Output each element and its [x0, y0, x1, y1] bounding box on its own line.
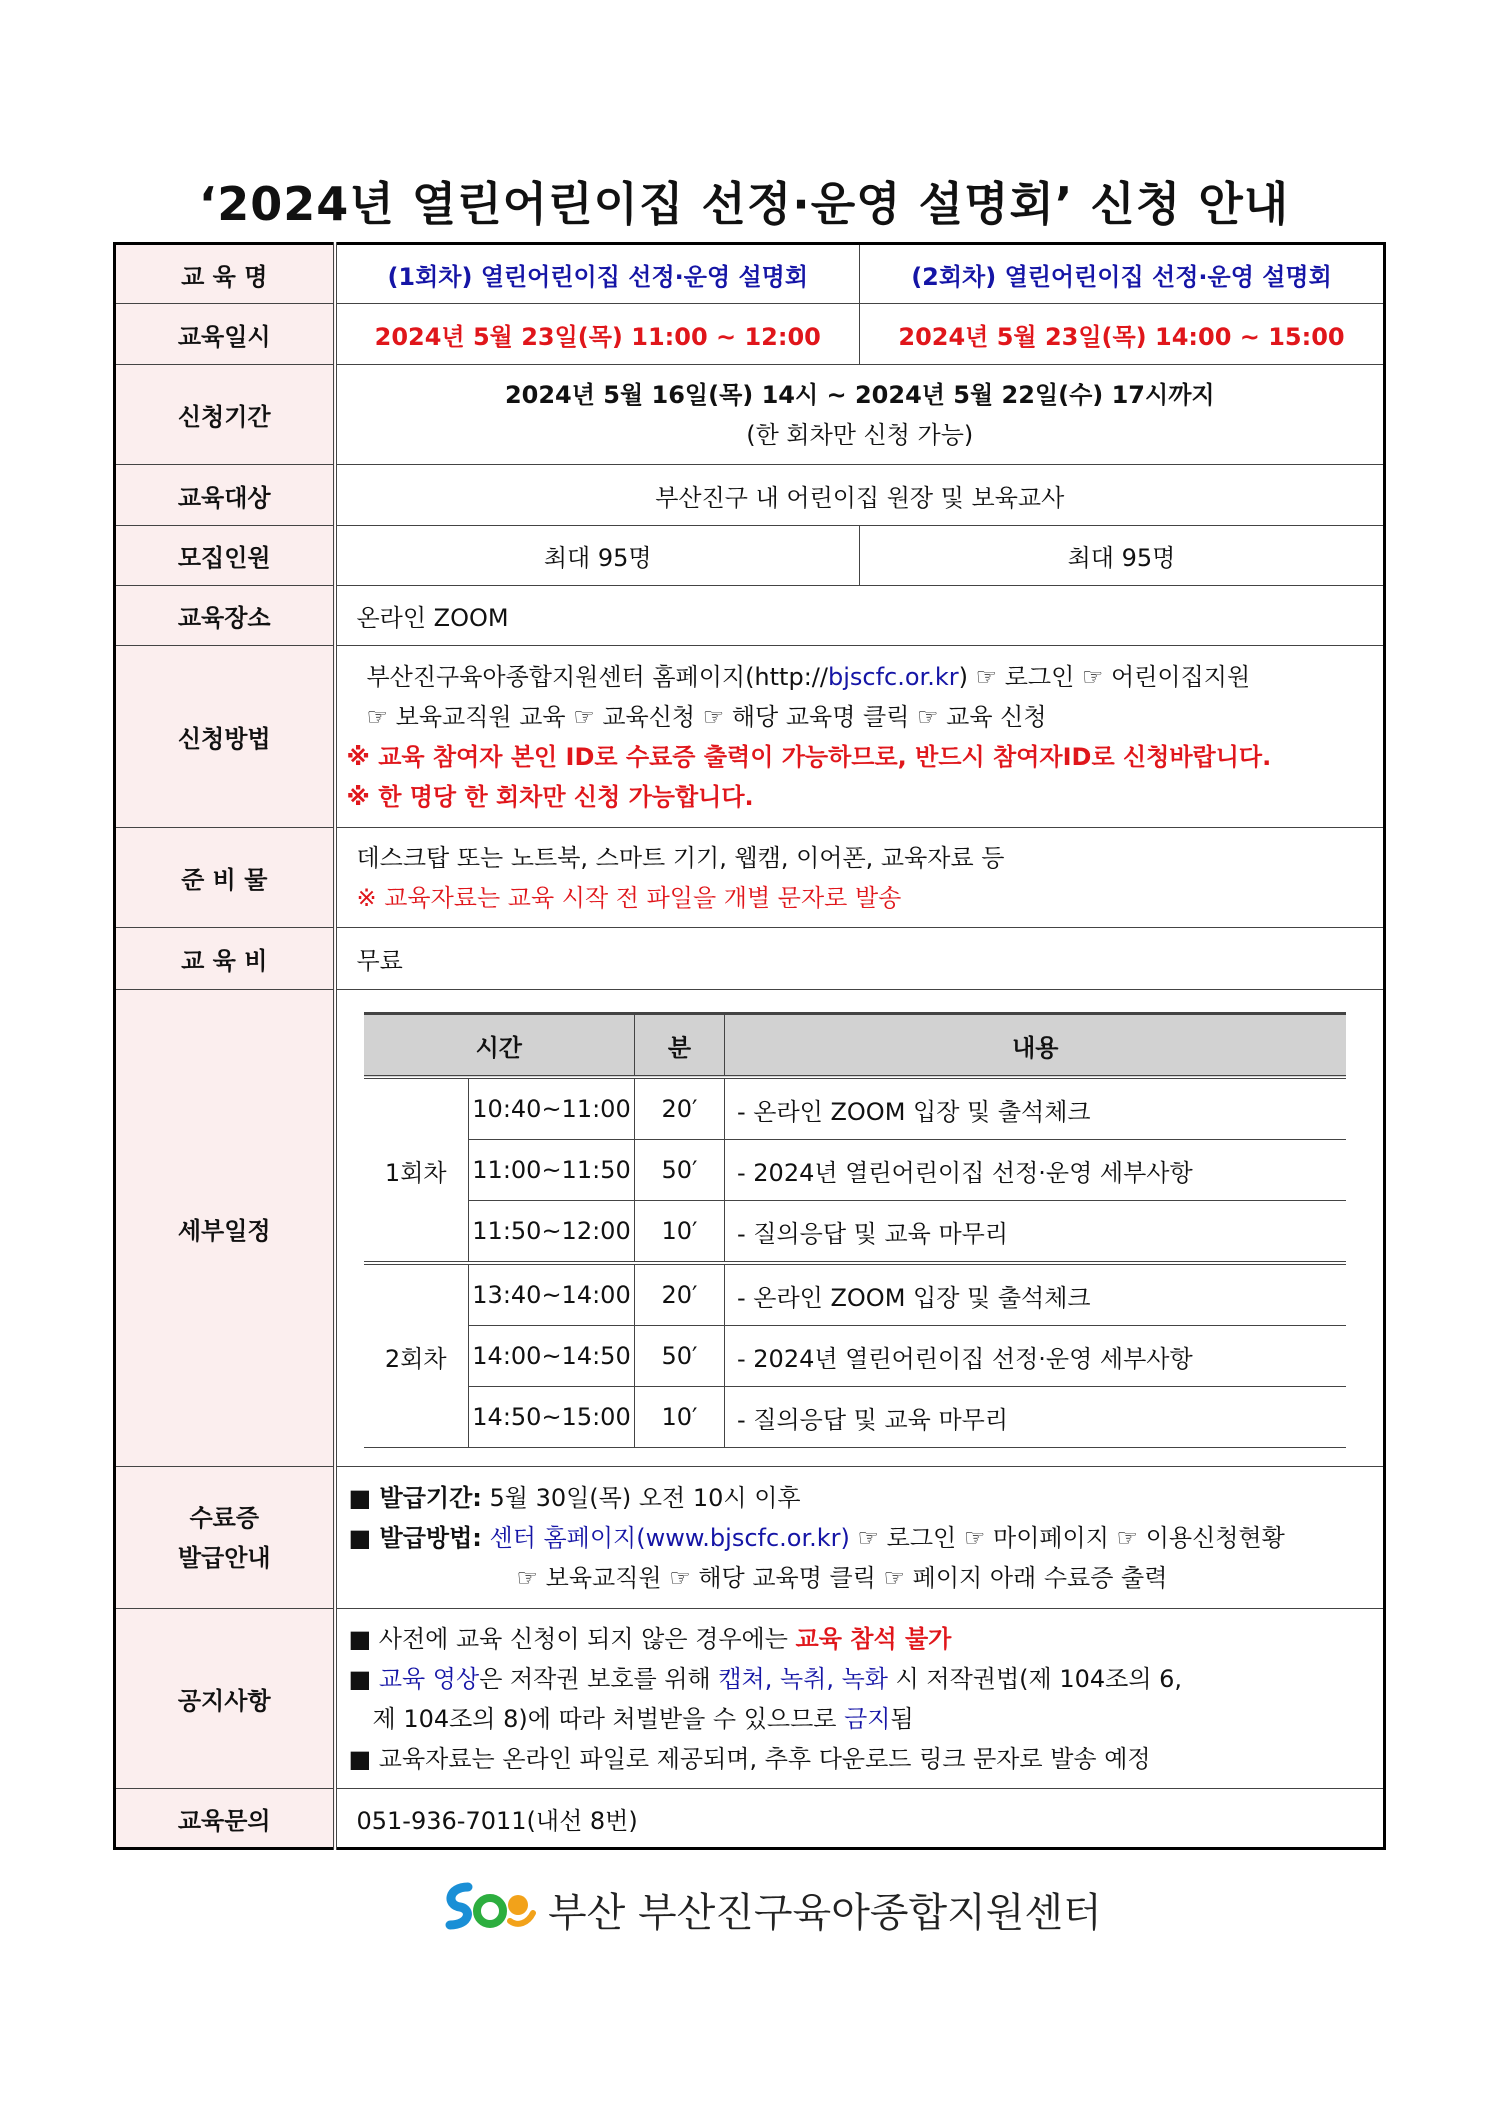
schedule-header-minutes: 분 — [635, 1014, 725, 1078]
course-name-session2: (2회차) 열린어린이집 선정·운영 설명회 — [860, 244, 1385, 304]
prep-items: 데스크탑 또는 노트북, 스마트 기기, 웹캠, 이어폰, 교육자료 등 — [356, 843, 1005, 872]
notice-1: ■ 사전에 교육 신청이 되지 않은 경우에는 교육 참석 불가 — [348, 1624, 952, 1653]
label-capacity: 모집인원 — [115, 526, 335, 586]
schedule-row — [364, 1077, 1346, 1140]
capacity-session1: 최대 95명 — [335, 526, 860, 586]
certificate-period: ■ 발급기간: 5월 30일(목) 오전 10시 이후 — [348, 1483, 801, 1512]
schedule-desc: - 2024년 열린어린이집 선정·운영 세부사항 — [725, 1140, 1346, 1201]
notice-3: ■ 교육자료는 온라인 파일로 제공되며, 추후 다운로드 링크 문자로 발송 예정 — [348, 1744, 1151, 1773]
info-table — [113, 242, 1386, 1850]
notice-2: ■ 교육 영상은 저작권 보호를 위해 캡쳐, 녹취, 녹화 시 저작권법(제 104조의 6, — [348, 1664, 1183, 1693]
label-certificate: 수료증 발급안내 — [115, 1467, 335, 1609]
row-capacity — [115, 526, 1385, 586]
row-apply-period — [115, 365, 1385, 465]
label-method: 신청방법 — [115, 646, 335, 828]
label-place: 교육장소 — [115, 586, 335, 646]
fee-value: 무료 — [335, 928, 1385, 990]
schedule-time: 10:40~11:00 — [469, 1077, 635, 1140]
schedule-header-time: 시간 — [364, 1014, 635, 1078]
schedule-minutes: 50′ — [635, 1326, 725, 1387]
schedule-row — [364, 1140, 1346, 1201]
row-course-date — [115, 304, 1385, 365]
target-value: 부산진구 내 어린이집 원장 및 보육교사 — [335, 465, 1385, 526]
schedule-desc: - 질의응답 및 교육 마무리 — [725, 1387, 1346, 1448]
row-method — [115, 646, 1385, 828]
contact-value: 051-936-7011(내선 8번) — [335, 1789, 1385, 1849]
schedule-row — [364, 1387, 1346, 1448]
certificate-method-line2: ☞ 보육교직원 ☞ 해당 교육명 클릭 ☞ 페이지 아래 수료증 출력 — [516, 1563, 1168, 1592]
method-note-once: ※ 한 명당 한 회차만 신청 가능합니다. — [346, 782, 754, 811]
schedule-minutes: 50′ — [635, 1140, 725, 1201]
schedule-row — [364, 1326, 1346, 1387]
label-prep: 준 비 물 — [115, 828, 335, 928]
schedule-desc: - 질의응답 및 교육 마무리 — [725, 1201, 1346, 1264]
row-certificate — [115, 1467, 1385, 1609]
course-name-session1: (1회차) 열린어린이집 선정·운영 설명회 — [335, 244, 860, 304]
notice-cell — [335, 1609, 1385, 1789]
schedule-row — [364, 1201, 1346, 1264]
label-course-name: 교 육 명 — [115, 244, 335, 304]
row-fee — [115, 928, 1385, 990]
course-date-session2: 2024년 5월 23일(목) 14:00 ~ 15:00 — [860, 304, 1385, 365]
row-target — [115, 465, 1385, 526]
schedule-minutes: 10′ — [635, 1387, 725, 1448]
schedule-minutes: 10′ — [635, 1201, 725, 1264]
label-course-date: 교육일시 — [115, 304, 335, 365]
row-schedule — [115, 990, 1385, 1467]
schedule-minutes: 20′ — [635, 1077, 725, 1140]
page-title: ‘2024년 열린어린이집 선정·운영 설명회’ 신청 안내 — [198, 177, 1290, 231]
schedule-time: 11:50~12:00 — [469, 1201, 635, 1264]
schedule-header-row — [364, 1014, 1346, 1078]
label-contact: 교육문의 — [115, 1789, 335, 1849]
row-place — [115, 586, 1385, 646]
schedule-desc: - 온라인 ZOOM 입장 및 출석체크 — [725, 1263, 1346, 1326]
label-apply-period: 신청기간 — [115, 365, 335, 465]
label-fee: 교 육 비 — [115, 928, 335, 990]
apply-period-note: (한 회차만 신청 가능) — [746, 420, 974, 449]
prep-cell — [335, 828, 1385, 928]
schedule-time: 11:00~11:50 — [469, 1140, 635, 1201]
row-course-name — [115, 244, 1385, 304]
apply-period-cell — [335, 365, 1385, 465]
center-homepage-link[interactable]: 센터 홈페이지(www.bjscfc.or.kr) — [481, 1523, 850, 1552]
schedule-header-content: 내용 — [725, 1014, 1346, 1078]
capacity-session2: 최대 95명 — [860, 526, 1385, 586]
label-schedule: 세부일정 — [115, 990, 335, 1467]
method-line2: ☞ 보육교직원 교육 ☞ 교육신청 ☞ 해당 교육명 클릭 ☞ 교육 신청 — [366, 702, 1047, 731]
session2-label: 2회차 — [364, 1263, 469, 1448]
homepage-link[interactable]: bjscfc.or.kr — [827, 662, 959, 691]
label-notice: 공지사항 — [115, 1609, 335, 1789]
row-contact — [115, 1789, 1385, 1849]
schedule-row — [364, 1263, 1346, 1326]
certificate-method: ■ 발급방법: 센터 홈페이지(www.bjscfc.or.kr) ☞ 로그인 ☞ 마이페이지 ☞ 이용신청현황 — [348, 1523, 1285, 1552]
course-date-session1: 2024년 5월 23일(목) 11:00 ~ 12:00 — [335, 304, 860, 365]
row-notice — [115, 1609, 1385, 1789]
method-cell — [335, 646, 1385, 828]
schedule-time: 14:50~15:00 — [469, 1387, 635, 1448]
schedule-table — [364, 1012, 1346, 1448]
schedule-cell — [335, 990, 1385, 1467]
method-note-id: ※ 교육 참여자 본인 ID로 수료증 출력이 가능하므로, 반드시 참여자ID로 신청바랍니다. — [346, 742, 1272, 771]
row-prep — [115, 828, 1385, 928]
schedule-minutes: 20′ — [635, 1263, 725, 1326]
label-target: 교육대상 — [115, 465, 335, 526]
method-line1: 부산진구육아종합지원센터 홈페이지(http://bjscfc.or.kr) ☞ 로그인 ☞ 어린이집지원 — [366, 662, 1251, 691]
prep-note: ※ 교육자료는 교육 시작 전 파일을 개별 문자로 발송 — [356, 883, 902, 912]
schedule-desc: - 온라인 ZOOM 입장 및 출석체크 — [725, 1077, 1346, 1140]
notice-2-cont: 제 104조의 8)에 따라 처벌받을 수 있으므로 금지됨 — [372, 1704, 914, 1733]
schedule-desc: - 2024년 열린어린이집 선정·운영 세부사항 — [725, 1326, 1346, 1387]
session1-label: 1회차 — [364, 1077, 469, 1263]
schedule-time: 13:40~14:00 — [469, 1263, 635, 1326]
schedule-time: 14:00~14:50 — [469, 1326, 635, 1387]
place-value: 온라인 ZOOM — [335, 586, 1385, 646]
center-logo-icon — [438, 1875, 538, 1935]
apply-period-dates: 2024년 5월 16일(목) 14시 ~ 2024년 5월 22일(수) 17시까지 — [504, 380, 1215, 409]
certificate-cell — [335, 1467, 1385, 1609]
footer — [438, 1875, 1102, 1936]
footer-org-name: 부산 부산진구육아종합지원센터 — [548, 1890, 1102, 1936]
